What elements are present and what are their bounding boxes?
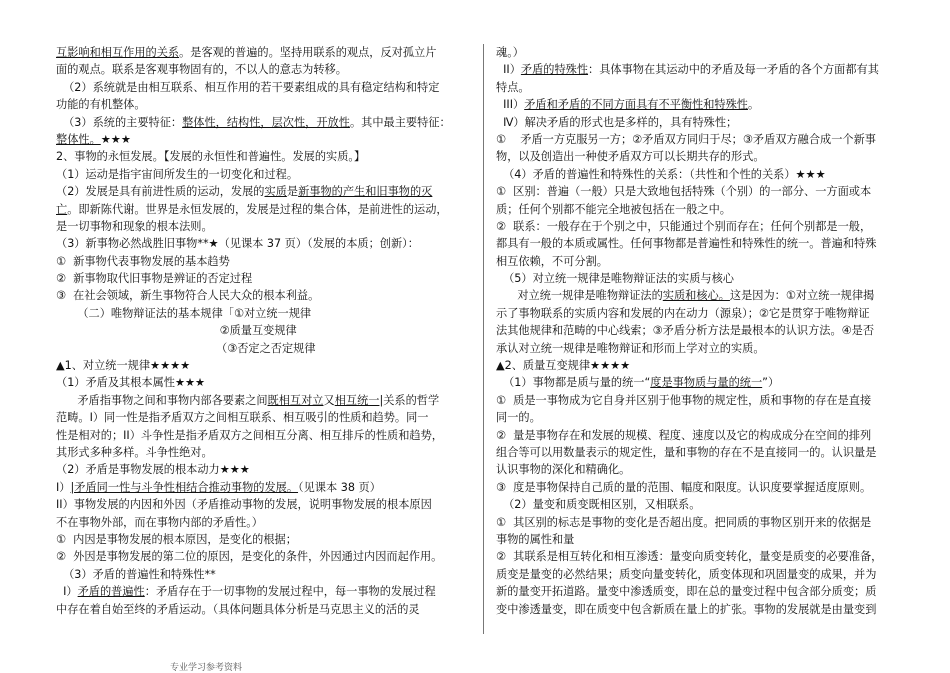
underlined-text: 实质: [264, 185, 287, 199]
text-line: [496, 548, 914, 565]
text-segment: 是一切事物和现象的根本法则。: [56, 219, 213, 233]
text-segment: III）: [496, 98, 525, 112]
text-line: [56, 183, 474, 200]
text-line: [56, 44, 474, 61]
underlined-text: 整体性。: [56, 132, 101, 146]
text-segment: ② 其联系是相互转化和相互渗透：量变向质变转化，量变是质变的必要准备，: [496, 550, 883, 564]
text-line: [496, 444, 914, 461]
text-line: [56, 479, 474, 496]
text-line: [56, 270, 474, 287]
text-segment: ② 联系：一般存在于个别之中，只能通过个别而存在；任何个别都是一般，: [496, 219, 872, 233]
text-line: [496, 218, 914, 235]
text-segment: （2）矛盾是事物发展的根本动力★★★: [56, 463, 250, 477]
text-line: [56, 566, 474, 583]
text-line: [56, 514, 474, 531]
text-segment: ① 区别：普遍（一般）只是大致地包括特殊（个别）的一部分、一方面或本: [496, 185, 872, 199]
text-segment: 功能的有机整体。: [56, 98, 146, 112]
text-line: [56, 374, 474, 391]
text-line: [56, 392, 474, 409]
left-column: [56, 44, 474, 618]
text-segment: 承认对立统一规律是唯物辩证和形而上学对立的实质。: [496, 341, 765, 355]
text-segment: 示了事物联系的实质内容和发展的内在动力（源泉）；②它是贯穿于唯物辩证: [496, 306, 870, 320]
text-line: [496, 496, 914, 513]
text-line: [496, 96, 914, 113]
text-segment: ① 新事物代表事物发展的基本趋势: [56, 254, 230, 268]
text-segment: ▲1、对立统一规律★★★★: [56, 359, 191, 373]
text-segment: 物，以及创造出一种使矛盾双方可以长期共存的形式。: [496, 150, 765, 164]
text-segment: （1）事物都是质与量的统一“: [496, 376, 651, 390]
text-line: [496, 44, 914, 61]
underlined-text: 新事物的产生和旧事物的灭: [298, 185, 433, 199]
text-line: [496, 270, 914, 287]
text-segment: ”）: [762, 376, 780, 390]
text-segment: （3）新事物必然战胜旧事物**★（见课本 37 页）（发展的本质；创新）：: [56, 237, 419, 251]
text-segment: II）事物发展的内因和外因（矛盾推动事物的发展，说明事物发展的根本原因: [56, 498, 432, 512]
text-line: [56, 427, 474, 444]
text-segment: ② 新事物取代旧事物是辨证的否定过程: [56, 272, 253, 286]
text-line: [56, 461, 474, 478]
text-segment: 。即新陈代谢。世界是永恒发展的，发展是过程的集合体，是前进性的运动，: [67, 202, 448, 216]
text-segment: 。其中最主要特征：: [349, 115, 451, 129]
text-segment: I）: [56, 585, 78, 599]
text-segment: （③否定之否定规律: [56, 341, 316, 355]
text-segment: II）: [496, 63, 521, 77]
text-segment: ③ 度是事物保持自己质的量的范围、幅度和限度。认识度要掌握适度原则。: [496, 480, 872, 494]
text-line: [56, 322, 474, 339]
text-line: [56, 166, 474, 183]
text-segment: 对立统一规律是唯物辩证法的: [496, 289, 663, 303]
text-segment: 这是因为：①对立统一规律揭: [729, 289, 875, 303]
text-line: [496, 148, 914, 165]
text-line: [496, 340, 914, 357]
text-segment: 矛盾指事物之间和事物内部各要素之间: [56, 393, 268, 407]
text-segment: 2、事物的永恒发展。【发展的永恒性和普遍性。发展的实质。】: [56, 150, 366, 164]
text-segment: ②质量互变规律: [56, 324, 297, 338]
text-line: [496, 479, 914, 496]
text-line: [56, 305, 474, 322]
text-line: [496, 374, 914, 391]
text-segment: （1）运动是指宇宙间所发生的一切变化和过程。: [56, 167, 299, 181]
text-segment: （3）系统的主要特征：: [56, 115, 183, 129]
text-segment: 性是相对的；II）斗争性是指矛盾双方之间相互分离、相互排斥的性质和趋势，: [56, 428, 443, 442]
text-line: [56, 409, 474, 426]
text-segment: （二）唯物辩证法的基本规律「①对立统一规律: [56, 306, 312, 320]
text-segment: ③ 在社会领域，新生事物符合人民大众的根本利益。: [56, 289, 320, 303]
text-segment: （2）系统就是由相互联系、相互作用的若干要素组成的具有稳定结构和特定: [56, 80, 440, 94]
text-segment: ：具体事物在其运动中的矛盾及每一矛盾的各个方面都有其: [588, 63, 879, 77]
text-segment: 认识事物的深化和精确化。: [496, 463, 631, 477]
text-segment: 相互依赖，不可分割。: [496, 254, 608, 268]
underlined-text: 整体性，结构性，层次性，开放性: [182, 115, 350, 129]
text-line: [496, 566, 914, 583]
text-segment: 组合等可以用数量表示的规定性，量和事物的存在不是直接同一的。认识量是: [496, 445, 877, 459]
text-segment: （4）矛盾的普遍性和特殊性的关系：（共性和个性的关系）★★★: [496, 167, 826, 181]
column-divider: [483, 44, 484, 634]
text-line: [56, 148, 474, 165]
underlined-text: 既相互对立: [267, 393, 324, 407]
text-line: [56, 96, 474, 113]
text-segment: 中存在着自始至终的矛盾运动。（具体问题具体分析是马克思主义的活的灵: [56, 602, 420, 616]
text-line: [496, 322, 914, 339]
text-segment: 法其他规律和范畴的中心线索；③矛盾分析方法是最根本的认识方法。④是否: [496, 324, 875, 338]
text-segment: 同一的。: [496, 411, 541, 425]
underlined-text: 相互统一: [334, 393, 380, 407]
text-segment: （见课本 38 页）: [298, 480, 381, 494]
text-segment: ：矛盾存在于一切事物的发展过程中，每一事物的发展过程: [144, 585, 436, 599]
text-line: [496, 235, 914, 252]
text-line: [56, 496, 474, 513]
text-segment: 。是客观的普遍的。坚持用联系的观点，反对孤立片: [179, 46, 437, 59]
text-line: [56, 131, 474, 148]
text-line: [56, 444, 474, 461]
text-line: [496, 601, 914, 618]
text-segment: ① 内因是事物发展的根本原因，是变化的根据；: [56, 532, 297, 546]
text-line: [56, 340, 474, 357]
text-line: [496, 131, 914, 148]
text-segment: （2）量变和质变既相区别，又相联系。: [496, 498, 701, 512]
underlined-text: 矛盾的特殊性: [520, 63, 589, 77]
text-segment: 质；任何个别都不能完全地被包括在一般之中。: [496, 202, 731, 216]
text-segment: 。: [747, 98, 760, 112]
text-segment: 特点。: [496, 80, 530, 94]
text-segment: ② 量是事物存在和发展的规模、程度、速度以及它的构成成分在空间的排列: [496, 428, 872, 442]
text-segment: 新的量变开拓道路。量变中渗透质变，即在总的量变过程中包含部分质变；质: [496, 585, 877, 599]
text-segment: 又: [323, 393, 335, 407]
text-line: [496, 514, 914, 531]
text-segment: 其形式多种多样。斗争性绝对。: [56, 445, 213, 459]
text-segment: 事物的属性和量: [496, 532, 575, 546]
text-line: [496, 201, 914, 218]
text-segment: 面的观点。联系是客观事物固有的，不以人的意志为转移。: [56, 63, 347, 77]
underlined-text: 矛盾的普遍性: [77, 585, 145, 599]
text-line: [496, 253, 914, 270]
text-line: [56, 253, 474, 270]
text-line: [56, 235, 474, 252]
text-line: [496, 305, 914, 322]
underlined-text: 实质和核心。: [662, 289, 730, 303]
text-segment: （3）矛盾的普遍性和特殊性**: [56, 567, 216, 581]
text-segment: ① 矛盾一方克服另一方；②矛盾双方同归于尽；③矛盾双方融合成一个新事: [496, 132, 876, 146]
text-line: [496, 461, 914, 478]
text-line: [56, 201, 474, 218]
text-line: [56, 287, 474, 304]
text-line: [56, 531, 474, 548]
page-footer: 专业学习参考资料: [170, 663, 243, 673]
underlined-text: 矛盾和矛盾的不同方面具有不平衡性和特殊性: [524, 98, 748, 112]
underlined-text: 互影响和相互作用的关系: [56, 46, 180, 59]
text-segment: ① 质是一事物成为它自身并区别于他事物的规定性，质和事物的存在是直接: [496, 393, 872, 407]
text-line: [496, 114, 914, 131]
text-line: [496, 79, 914, 96]
text-line: [496, 409, 914, 426]
text-line: [496, 427, 914, 444]
text-line: [496, 392, 914, 409]
underlined-text: 亡: [56, 202, 68, 216]
text-segment: I）: [56, 480, 71, 494]
text-line: [496, 287, 914, 304]
text-line: [496, 583, 914, 600]
text-line: [56, 79, 474, 96]
text-segment: ▲2、质量互变规律★★★★: [496, 359, 631, 373]
text-line: [496, 61, 914, 78]
text-line: [496, 183, 914, 200]
text-line: [56, 601, 474, 618]
text-line: [56, 548, 474, 565]
text-line: [496, 531, 914, 548]
text-line: [56, 114, 474, 131]
text-line: [56, 61, 474, 78]
text-line: [56, 583, 474, 600]
text-segment: |关系的哲学: [379, 393, 440, 407]
right-column: [496, 44, 914, 618]
text-line: [56, 357, 474, 374]
text-segment: （5）对立统一规律是唯物辩证法的实质与核心: [496, 272, 734, 286]
text-segment: ① 其区别的标志是事物的变化是否超出度。把同质的事物区别开来的依据是: [496, 515, 872, 529]
text-segment: ★★★: [100, 132, 131, 146]
text-segment: 质变是量变的必然结果；质变向量变转化，质变体现和巩固量变的成果，并为: [496, 567, 877, 581]
text-segment: 魂。）: [496, 46, 524, 59]
text-segment: 都具有一般的本质或属性。任何事物都是普遍性和特殊性的统一。普遍和特殊: [496, 237, 877, 251]
text-segment: （1）矛盾及其根本属性★★★: [56, 376, 206, 390]
text-segment: 不在事物外部，而在事物内部的矛盾性。）: [56, 515, 263, 529]
text-line: [56, 218, 474, 235]
underlined-text: 度是事物质与量的统一: [650, 376, 763, 390]
text-line: [496, 357, 914, 374]
text-segment: Ⅳ）解决矛盾的形式也是多样的，具有特殊性；: [496, 115, 738, 129]
text-segment: 是: [286, 185, 299, 199]
text-line: [496, 166, 914, 183]
text-segment: 变中渗透量变，即在质变中包含新质在量上的扩张。事物的发展就是由量变到: [496, 602, 877, 616]
underlined-text: |矛盾同一性与斗争性相结合推动事物的发展。: [70, 480, 299, 494]
text-segment: 范畴。I）同一性是指矛盾双方之间相互联系、相互吸引的性质和趋势。同一: [56, 411, 429, 425]
text-segment: ② 外因是事物发展的第二位的原因，是变化的条件，外因通过内因而起作用。: [56, 550, 443, 564]
text-segment: （2）发展是具有前进性质的运动，发展的: [56, 185, 265, 199]
